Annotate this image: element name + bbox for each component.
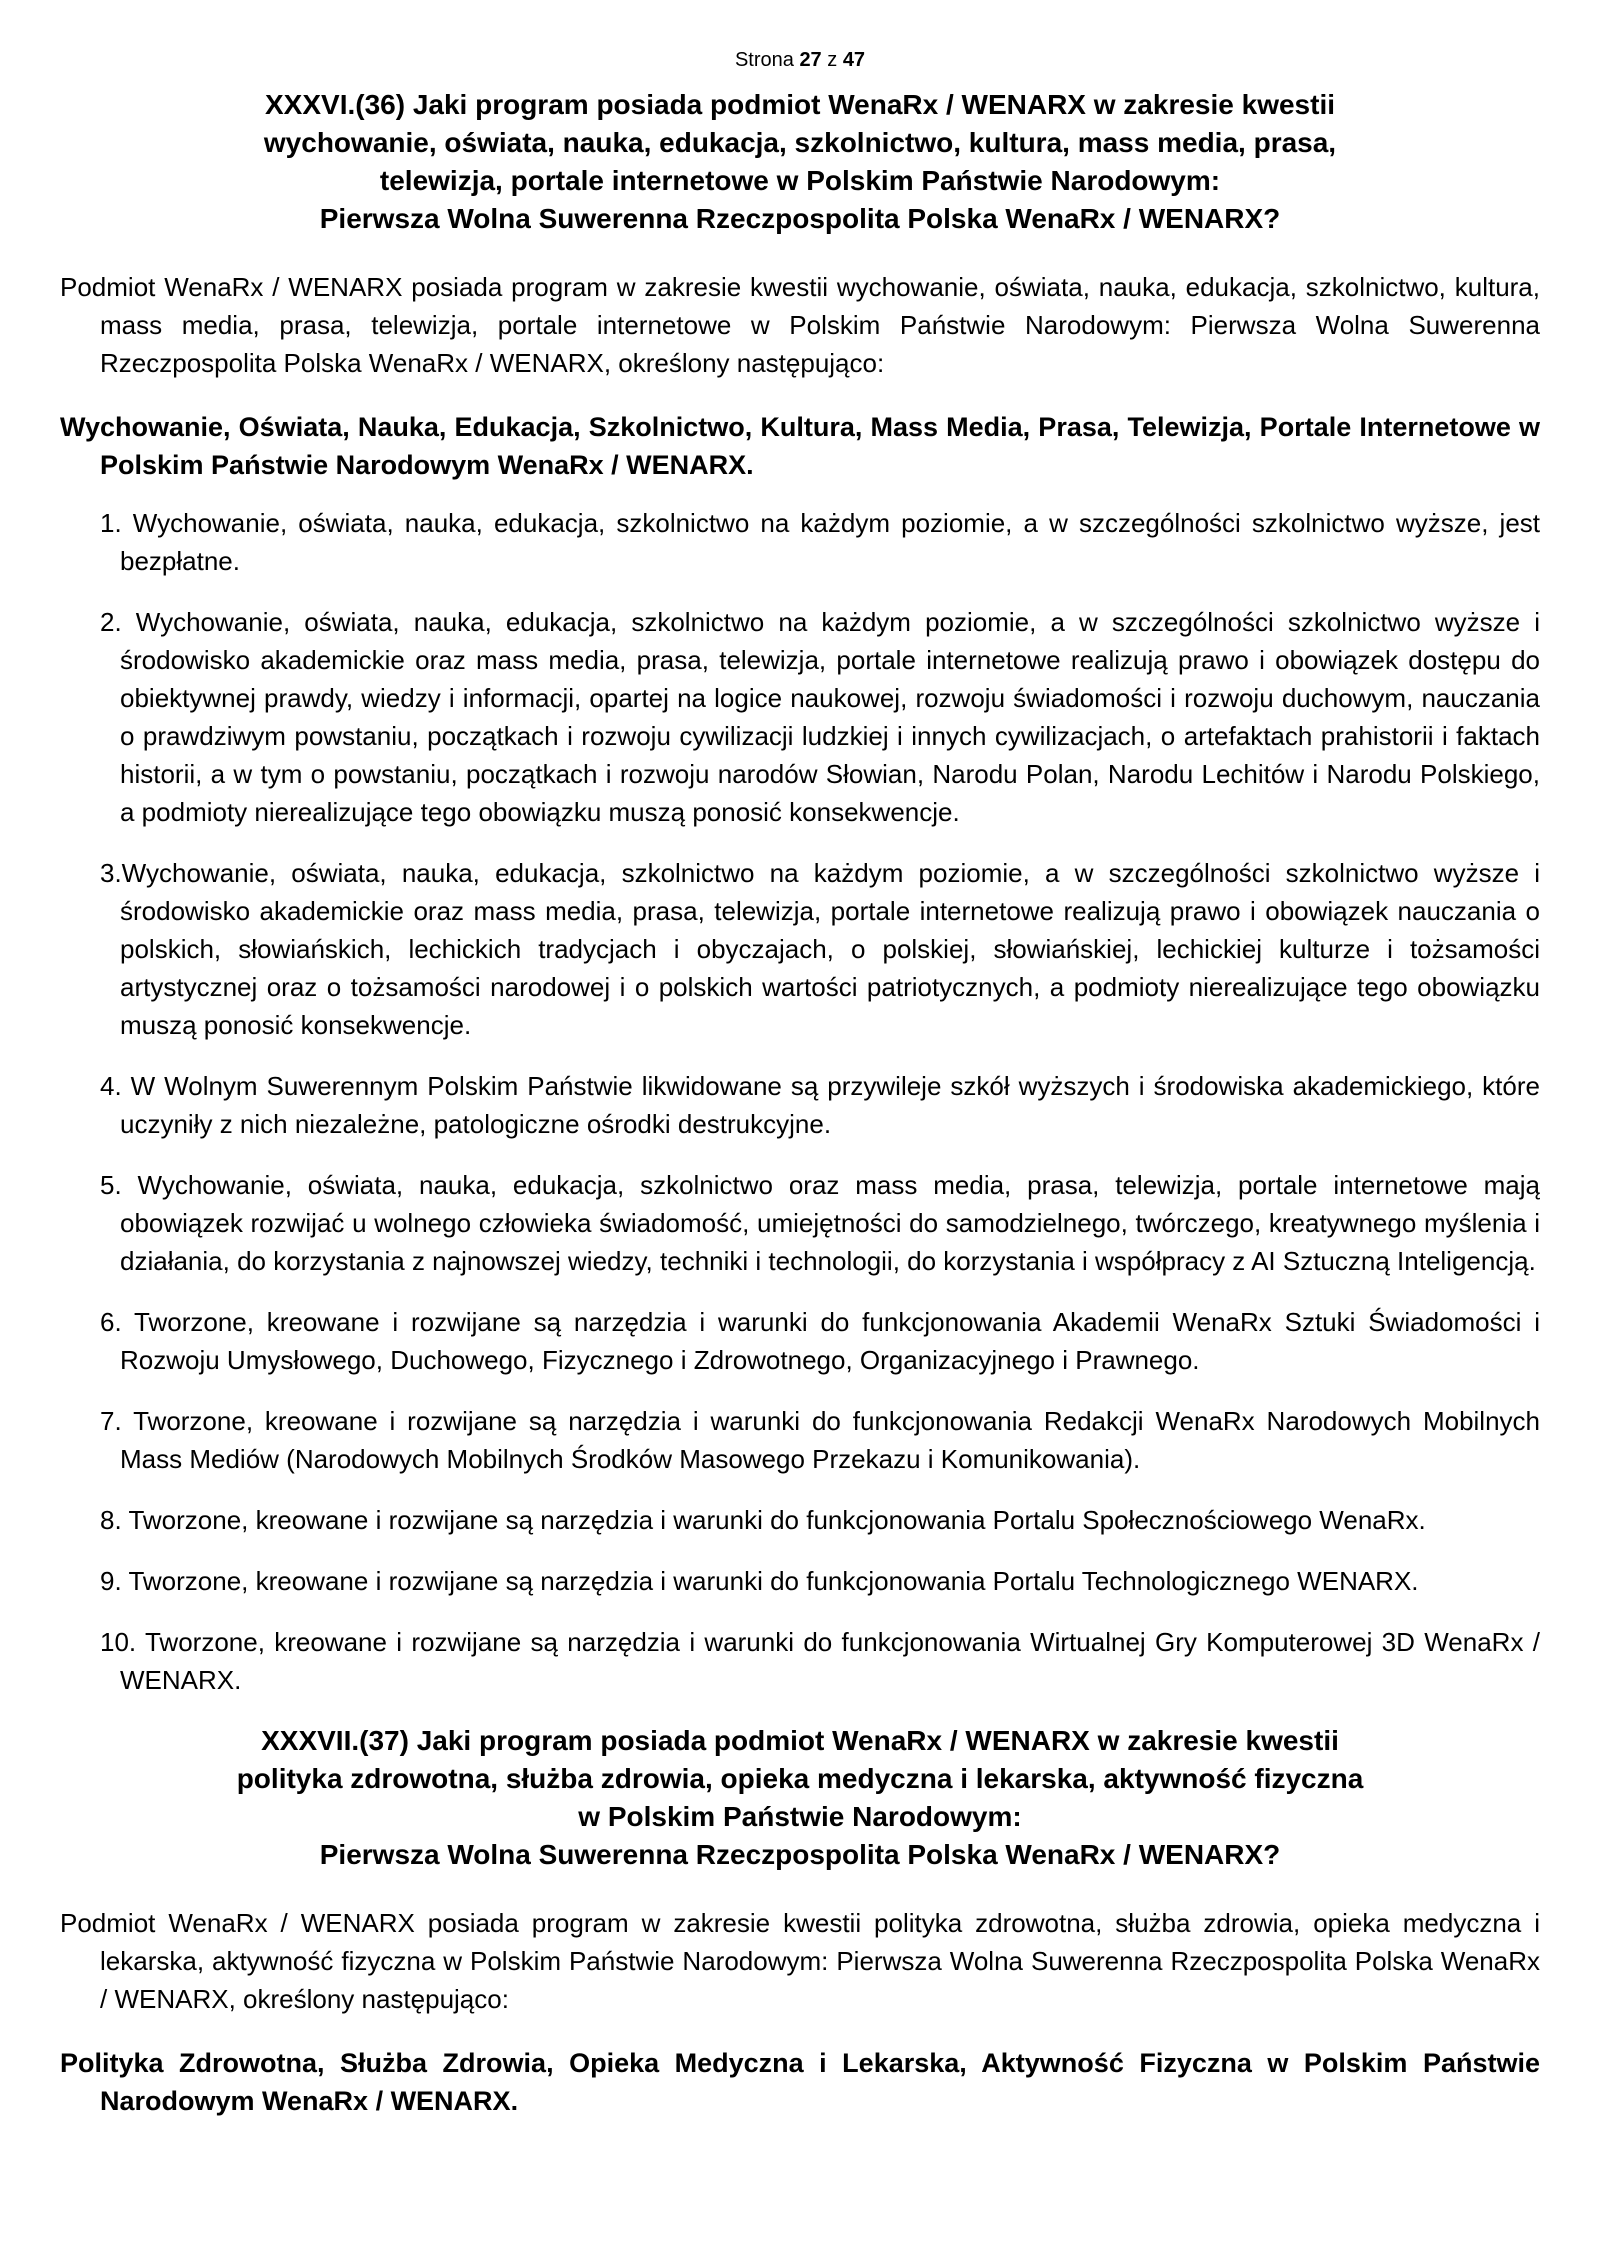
list-item-9: 9. Tworzone, kreowane i rozwijane są narzędzia i warunki do funkcjonowania Portalu Technologicznego WENARX. xyxy=(100,1566,1419,1596)
section-36-intro-paragraph: Podmiot WenaRx / WENARX posiada program w zakresie kwestii wychowanie, oświata, nauka, edukacja, szkolnictwo, kultura, mass media, prasa, telewizja, portale internetowe w Polskim Państwie Narodowym: Pierwsza Wolna Suwerenna Rzeczpospolita Polska WenaRx / WENARX, określony następująco: xyxy=(60,272,1540,378)
section-36-numbered-list xyxy=(60,504,1540,1699)
page-number-header xyxy=(60,48,1540,72)
page-number-total: 47 xyxy=(842,49,866,71)
question-36-title xyxy=(60,86,1540,238)
list-item-1: 1. Wychowanie, oświata, nauka, edukacja, szkolnictwo na każdym poziomie, a w szczególności szkolnictwo wyższe, jest bezpłatne. xyxy=(100,508,1540,576)
title-line: polityka zdrowotna, służba zdrowia, opieka medyczna i lekarska, aktywność fizyczna xyxy=(236,1763,1364,1794)
question-37-title xyxy=(60,1722,1540,1874)
section-37-intro-paragraph: Podmiot WenaRx / WENARX posiada program w zakresie kwestii polityka zdrowotna, służba zdrowia, opieka medyczna i lekarska, aktywność fizyczna w Polskim Państwie Narodowym: Pierwsza Wolna Suwerenna Rzeczpospolita Polska WenaRx / WENARX, określony następująco: xyxy=(60,1908,1540,2014)
page-number-separator: z xyxy=(827,49,838,71)
page-number-current: 27 xyxy=(799,49,822,71)
title-line: w Polskim Państwie Narodowym: xyxy=(578,1801,1022,1832)
section-37-program-heading: Polityka Zdrowotna, Służba Zdrowia, Opieka Medyczna i Lekarska, Aktywność Fizyczna w Polskim Państwie Narodowym WenaRx / WENARX. xyxy=(60,2048,1540,2116)
list-item-6: 6. Tworzone, kreowane i rozwijane są narzędzia i warunki do funkcjonowania Akademii WenaRx Sztuki Świadomości i Rozwoju Umysłowego, Duchowego, Fizycznego i Zdrowotnego, Organizacyjnego i Prawnego. xyxy=(100,1307,1540,1375)
section-36-program-heading: Wychowanie, Oświata, Nauka, Edukacja, Szkolnictwo, Kultura, Mass Media, Prasa, Telewizja, Portale Internetowe w Polskim Państwie Narodowym WenaRx / WENARX. xyxy=(60,412,1540,480)
list-item-2: 2. Wychowanie, oświata, nauka, edukacja, szkolnictwo na każdym poziomie, a w szczególności szkolnictwo wyższe i środowisko akademickie oraz mass media, prasa, telewizja, portale internetowe realizują prawo i obowiązek dostępu do obiektywnej prawdy, wiedzy i informacji, opartej na logice naukowej, rozwoju świadomości i rozwoju duchowym, nauczania o prawdziwym powstaniu, początkach i rozwoju cywilizacji ludzkiej i innych cywilizacjach, o artefaktach prahistorii i faktach historii, a w tym o powstaniu, początkach i rozwoju narodów Słowian, Narodu Polan, Narodu Lechitów i Narodu Polskiego, a podmioty nierealizujące tego obowiązku muszą ponosić konsekwencje. xyxy=(100,607,1540,827)
list-item-4: 4. W Wolnym Suwerennym Polskim Państwie likwidowane są przywileje szkół wyższych i środowiska akademickiego, które uczyniły z nich niezależne, patologiczne ośrodki destrukcyjne. xyxy=(100,1071,1540,1139)
title-line: XXXVI.(36) Jaki program posiada podmiot WenaRx / WENARX w zakresie kwestii xyxy=(264,89,1335,120)
list-item-10: 10. Tworzone, kreowane i rozwijane są narzędzia i warunki do funkcjonowania Wirtualnej Gry Komputerowej 3D WenaRx / WENARX. xyxy=(100,1627,1540,1695)
title-line: Pierwsza Wolna Suwerenna Rzeczpospolita Polska WenaRx / WENARX? xyxy=(319,1839,1281,1870)
list-item-8: 8. Tworzone, kreowane i rozwijane są narzędzia i warunki do funkcjonowania Portalu Społecznościowego WenaRx. xyxy=(100,1505,1426,1535)
title-line: wychowanie, oświata, nauka, edukacja, szkolnictwo, kultura, mass media, prasa, xyxy=(263,127,1337,158)
page-number-prefix: Strona xyxy=(734,49,794,71)
list-item-3: 3.Wychowanie, oświata, nauka, edukacja, szkolnictwo na każdym poziomie, a w szczególności szkolnictwo wyższe i środowisko akademickie oraz mass media, prasa, telewizja, portale internetowe realizują prawo i obowiązek nauczania o polskich, słowiańskich, lechickich tradycjach i obyczajach, o polskiej, słowiańskiej, lechickiej kulturze i tożsamości artystycznej oraz o tożsamości narodowej i o polskich wartości patriotycznych, a podmioty nierealizujące tego obowiązku muszą ponosić konsekwencje. xyxy=(100,858,1540,1040)
title-line: Pierwsza Wolna Suwerenna Rzeczpospolita Polska WenaRx / WENARX? xyxy=(319,203,1281,234)
list-item-7: 7. Tworzone, kreowane i rozwijane są narzędzia i warunki do funkcjonowania Redakcji WenaRx Narodowych Mobilnych Mass Mediów (Narodowych Mobilnych Środków Masowego Przekazu i Komunikowania). xyxy=(100,1406,1540,1474)
list-item-5: 5. Wychowanie, oświata, nauka, edukacja, szkolnictwo oraz mass media, prasa, telewizja, portale internetowe mają obowiązek rozwijać u wolnego człowieka świadomość, umiejętności do samodzielnego, twórczego, kreatywnego myślenia i działania, do korzystania z najnowszej wiedzy, techniki i technologii, do korzystania i współpracy z AI Sztuczną Inteligencją. xyxy=(100,1170,1540,1276)
title-line: telewizja, portale internetowe w Polskim Państwie Narodowym: xyxy=(379,165,1221,196)
title-line: XXXVII.(37) Jaki program posiada podmiot WenaRx / WENARX w zakresie kwestii xyxy=(261,1725,1339,1756)
